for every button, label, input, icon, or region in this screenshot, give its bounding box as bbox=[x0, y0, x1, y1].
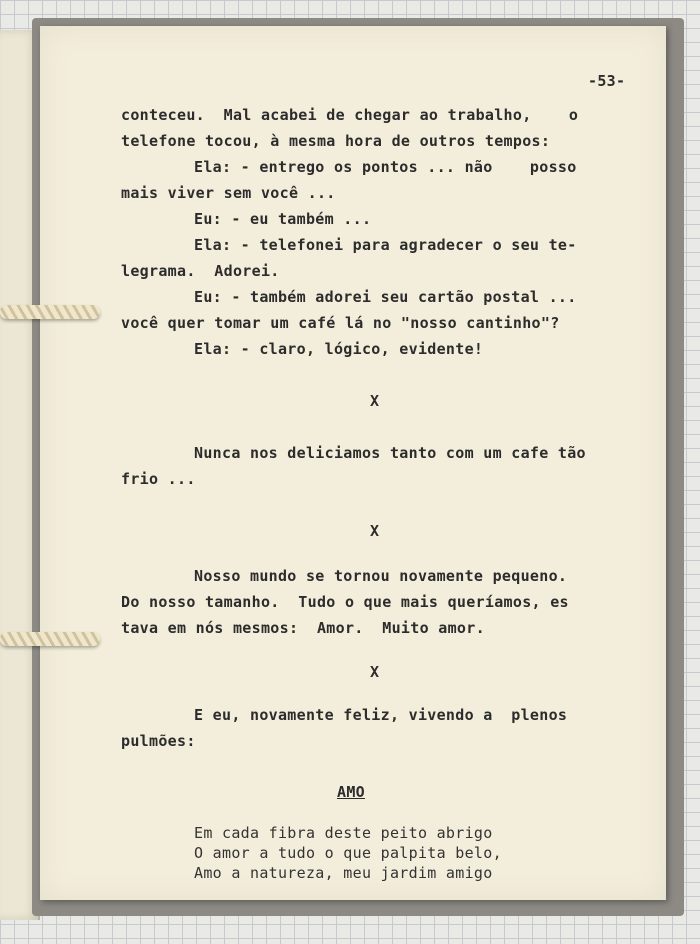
text-line: conteceu. Mal acabei de chegar ao trabalho, o bbox=[121, 106, 579, 124]
text-line: tava em nós mesmos: Amor. Muito amor. bbox=[121, 619, 485, 637]
poem-line: Amo a natureza, meu jardim amigo bbox=[194, 864, 493, 882]
text-line: Nosso mundo se tornou novamente pequeno. bbox=[194, 567, 568, 585]
text-line: telefone tocou, à mesma hora de outros tempos: bbox=[121, 132, 551, 150]
binding-string-top bbox=[0, 305, 100, 319]
text-line: Eu: - eu também ... bbox=[194, 210, 372, 228]
text-line: Do nosso tamanho. Tudo o que mais queríamos, es bbox=[121, 593, 569, 611]
section-separator: X bbox=[370, 522, 380, 540]
section-separator: X bbox=[370, 663, 380, 681]
text-line: Ela: - entrego os pontos ... não posso bbox=[194, 158, 577, 176]
typewritten-page bbox=[40, 26, 666, 900]
text-line: legrama. Adorei. bbox=[121, 262, 280, 280]
section-separator: X bbox=[370, 392, 380, 410]
text-line: mais viver sem você ... bbox=[121, 184, 336, 202]
text-line: você quer tomar um café lá no "nosso cantinho"? bbox=[121, 314, 560, 332]
poem-title: AMO bbox=[337, 783, 365, 801]
poem-line: O amor a tudo o que palpita belo, bbox=[194, 844, 502, 862]
text-line: pulmões: bbox=[121, 732, 196, 750]
poem-line: Em cada fibra deste peito abrigo bbox=[194, 824, 493, 842]
binding-string-bottom bbox=[0, 632, 100, 646]
text-line: Nunca nos deliciamos tanto com um cafe tão bbox=[194, 444, 586, 462]
text-line: E eu, novamente feliz, vivendo a plenos bbox=[194, 706, 568, 724]
text-line: Eu: - também adorei seu cartão postal ... bbox=[194, 288, 577, 306]
text-line: Ela: - telefonei para agradecer o seu te- bbox=[194, 236, 577, 254]
text-line: Ela: - claro, lógico, evidente! bbox=[194, 340, 484, 358]
page-number: -53- bbox=[588, 72, 626, 90]
text-line: frio ... bbox=[121, 470, 196, 488]
